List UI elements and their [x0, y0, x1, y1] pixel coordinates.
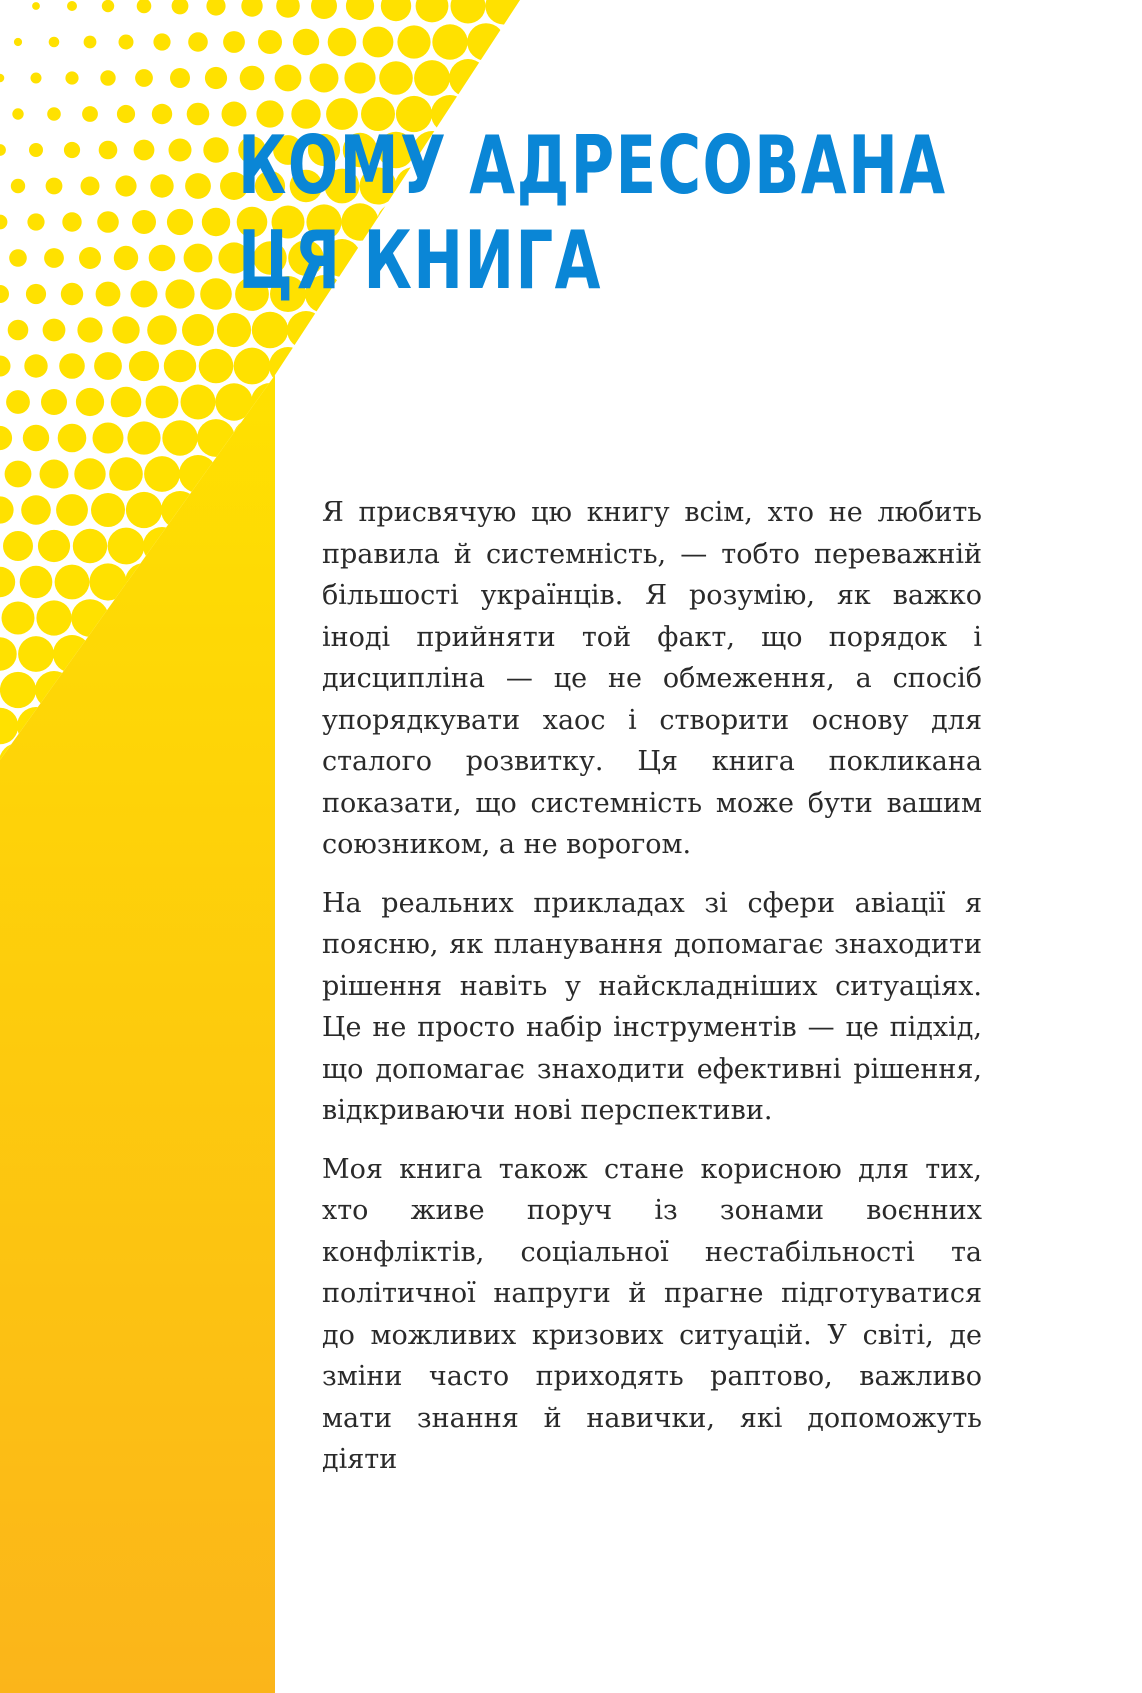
halftone-dot — [18, 636, 54, 672]
halftone-dot — [539, 311, 577, 349]
halftone-dot — [100, 70, 115, 85]
halftone-dot — [2, 602, 35, 635]
halftone-dot — [32, 2, 40, 10]
halftone-dot — [8, 320, 29, 341]
halftone-dot — [287, 599, 325, 637]
halftone-dot — [162, 420, 197, 455]
halftone-dot — [346, 0, 374, 20]
halftone-dot — [467, 455, 505, 493]
halftone-dot — [467, 383, 505, 421]
halftone-dot — [199, 349, 234, 384]
halftone-dot — [126, 492, 162, 528]
halftone-dot — [432, 24, 467, 59]
halftone-dot — [65, 71, 78, 84]
halftone-dot — [77, 317, 102, 342]
halftone-dot — [147, 315, 177, 345]
halftone-dot — [79, 247, 101, 269]
halftone-dot — [0, 215, 7, 230]
halftone-dot — [275, 65, 302, 92]
halftone-dot — [413, 347, 451, 385]
halftone-dot — [67, 1, 77, 11]
halftone-dot — [97, 211, 119, 233]
halftone-dot — [0, 74, 4, 83]
halftone-dot — [26, 284, 46, 304]
halftone-dot — [74, 458, 105, 489]
halftone-dot — [56, 494, 88, 526]
halftone-dot — [134, 140, 155, 161]
halftone-dot — [449, 59, 487, 97]
halftone-dot — [150, 174, 173, 197]
halftone-dot — [185, 173, 211, 199]
halftone-dot — [0, 285, 9, 303]
halftone-dot — [184, 244, 213, 273]
halftone-dot — [241, 0, 262, 17]
halftone-dot — [21, 495, 51, 525]
halftone-dot — [23, 425, 49, 451]
halftone-dot — [61, 283, 83, 305]
halftone-dot — [503, 311, 541, 349]
body-text — [322, 492, 982, 1498]
halftone-dot — [84, 36, 97, 49]
halftone-dot — [431, 311, 469, 349]
halftone-dot — [129, 351, 159, 381]
halftone-dot — [115, 175, 136, 196]
halftone-dot — [108, 528, 145, 565]
halftone-dot — [503, 23, 541, 61]
halftone-dot — [503, 455, 541, 493]
halftone-dot — [167, 209, 193, 235]
halftone-dot — [112, 316, 139, 343]
halftone-dot — [20, 566, 53, 599]
halftone-dot — [62, 212, 81, 231]
halftone-dot — [152, 104, 172, 124]
halftone-dot — [467, 311, 505, 349]
halftone-dot — [111, 387, 142, 418]
halftone-dot — [11, 179, 25, 193]
halftone-dot — [44, 248, 64, 268]
halftone-dot — [414, 60, 450, 96]
halftone-dot — [0, 567, 15, 597]
halftone-dot — [200, 278, 232, 310]
halftone-dot — [449, 347, 487, 385]
halftone-dot — [64, 142, 80, 158]
halftone-dot — [5, 461, 32, 488]
title-line-1: КОМУ АДРЕСОВАНА — [238, 119, 947, 212]
halftone-dot — [58, 424, 87, 453]
halftone-dot — [117, 105, 135, 123]
halftone-dot — [503, 383, 541, 421]
halftone-dot — [187, 103, 210, 126]
halftone-dot — [539, 455, 577, 493]
halftone-dot — [164, 350, 196, 382]
halftone-dot — [485, 419, 523, 457]
page-title — [238, 118, 947, 308]
halftone-dot — [76, 388, 104, 416]
halftone-dot — [132, 210, 156, 234]
halftone-dot — [234, 348, 271, 385]
halftone-dot — [172, 0, 189, 14]
halftone-dot — [252, 312, 288, 348]
halftone-dot — [539, 23, 577, 61]
halftone-dot — [102, 0, 114, 12]
halftone-dot — [109, 457, 143, 491]
halftone-dot — [55, 565, 90, 600]
halftone-dot — [485, 0, 522, 25]
halftone-dot — [0, 672, 36, 708]
halftone-dot — [99, 141, 118, 160]
halftone-dot — [119, 35, 134, 50]
halftone-dot — [359, 455, 397, 493]
halftone-dot — [6, 390, 30, 414]
halftone-dot — [395, 311, 433, 349]
halftone-dot — [40, 460, 69, 489]
halftone-dot — [96, 282, 121, 307]
halftone-dot — [323, 311, 361, 349]
halftone-dot — [59, 353, 85, 379]
halftone-dot — [381, 0, 411, 21]
halftone-dot — [344, 62, 375, 93]
halftone-dot — [449, 419, 487, 457]
halftone-dot — [377, 347, 415, 385]
halftone-dot — [276, 0, 300, 18]
halftone-dot — [0, 637, 17, 670]
halftone-dot — [82, 106, 98, 122]
halftone-dot — [29, 143, 43, 157]
halftone-dot — [310, 64, 339, 93]
halftone-dot — [485, 347, 523, 385]
halftone-dot — [305, 419, 343, 457]
halftone-dot — [521, 347, 559, 385]
halftone-dot — [485, 59, 523, 97]
halftone-dot — [114, 246, 138, 270]
halftone-dot — [205, 67, 227, 89]
halftone-dot — [379, 61, 413, 95]
halftone-dot — [305, 347, 343, 385]
halftone-dot — [287, 527, 325, 565]
halftone-dot — [395, 455, 433, 493]
halftone-dot — [46, 178, 63, 195]
halftone-dot — [223, 31, 245, 53]
halftone-dot — [165, 279, 194, 308]
halftone-dot — [38, 530, 70, 562]
halftone-dot — [416, 0, 449, 22]
halftone-dot — [188, 32, 208, 52]
halftone-dot — [293, 29, 319, 55]
halftone-dot — [521, 419, 559, 457]
halftone-dot — [93, 423, 124, 454]
halftone-dot — [467, 23, 505, 61]
halftone-dot — [287, 383, 325, 421]
halftone-dot — [91, 493, 125, 527]
halftone-dot — [521, 0, 559, 25]
halftone-dot — [258, 30, 282, 54]
halftone-dot — [328, 28, 357, 57]
halftone-dot — [206, 0, 225, 16]
paragraph-3: Моя книга також стане корисною для тих, хто живе поруч із зонами воєнних конфліктів, соціальної нестабільності та політичної напруги й прагне підготуватися до можливих кризових ситуацій. У світі, де зміни часто приходять раптово, важливо мати знання й навички, які допоможуть діяти — [322, 1153, 982, 1475]
halftone-dot — [181, 385, 216, 420]
halftone-dot — [431, 383, 469, 421]
halftone-dot — [397, 25, 430, 58]
title-line-2: ЦЯ КНИГА — [238, 214, 602, 308]
halftone-dot — [359, 311, 397, 349]
halftone-dot — [170, 68, 190, 88]
halftone-dot — [0, 356, 11, 377]
halftone-dot — [0, 144, 6, 156]
halftone-dot — [451, 0, 486, 24]
halftone-dot — [94, 352, 122, 380]
halftone-dot — [14, 38, 22, 46]
halftone-dot — [49, 37, 60, 48]
halftone-dot — [41, 389, 67, 415]
halftone-dot — [182, 314, 214, 346]
halftone-dot — [12, 108, 23, 119]
halftone-dot — [323, 383, 361, 421]
halftone-dot — [203, 137, 228, 162]
halftone-dot — [153, 33, 170, 50]
halftone-dot — [217, 313, 251, 347]
halftone-dot — [81, 177, 100, 196]
halftone-dot — [24, 354, 47, 377]
halftone-dot — [0, 426, 12, 450]
halftone-dot — [144, 456, 180, 492]
halftone-dot — [341, 419, 379, 457]
halftone-dot — [36, 600, 71, 635]
halftone-dot — [240, 66, 265, 91]
halftone-dot — [323, 455, 361, 493]
halftone-dot — [395, 383, 433, 421]
halftone-dot — [137, 0, 152, 13]
halftone-dot — [202, 208, 230, 236]
halftone-dot — [521, 59, 559, 97]
halftone-dot — [127, 421, 160, 454]
halftone-dot — [431, 455, 469, 493]
halftone-dot — [27, 213, 44, 230]
halftone-dot — [131, 281, 158, 308]
halftone-dot — [539, 383, 577, 421]
halftone-dot — [169, 139, 192, 162]
halftone-dot — [287, 671, 325, 709]
halftone-dot — [146, 386, 179, 419]
halftone-dot — [341, 347, 379, 385]
halftone-dot — [135, 69, 153, 87]
halftone-dot — [0, 496, 14, 523]
halftone-dot — [3, 531, 33, 561]
halftone-dot — [287, 311, 325, 349]
halftone-dot — [47, 107, 61, 121]
halftone-dot — [377, 419, 415, 457]
paragraph-1: Я присвячую цю книгу всім, хто не любить правила й системність, — тобто переважній більшості українців. Я розумію, як важко іноді прийняти той факт, що порядок і дисципліна — це не обмеження, а спосіб упорядкувати хаос і створити основу для сталого розвитку. Ця книга покликана показати, що системність може бути вашим союзником, а не ворогом. — [322, 497, 982, 860]
halftone-dot — [363, 27, 394, 58]
paragraph-2: На реальних прикладах зі сфери авіації я поясню, як планування допомагає знаходити рішення навіть у найскладніших ситуаціях. Це не просто набір інструментів — це підхід, що допомагає знаходити ефективні рішення, відкриваючи нові перспективи. — [322, 887, 982, 1126]
halftone-dot — [9, 249, 27, 267]
halftone-dot — [287, 743, 325, 781]
halftone-dot — [73, 529, 107, 563]
halftone-dot — [43, 319, 66, 342]
halftone-dot — [287, 455, 325, 493]
halftone-dot — [359, 383, 397, 421]
halftone-dot — [413, 419, 451, 457]
halftone-dot — [31, 73, 42, 84]
halftone-dot — [311, 0, 337, 19]
halftone-dot — [149, 245, 176, 272]
